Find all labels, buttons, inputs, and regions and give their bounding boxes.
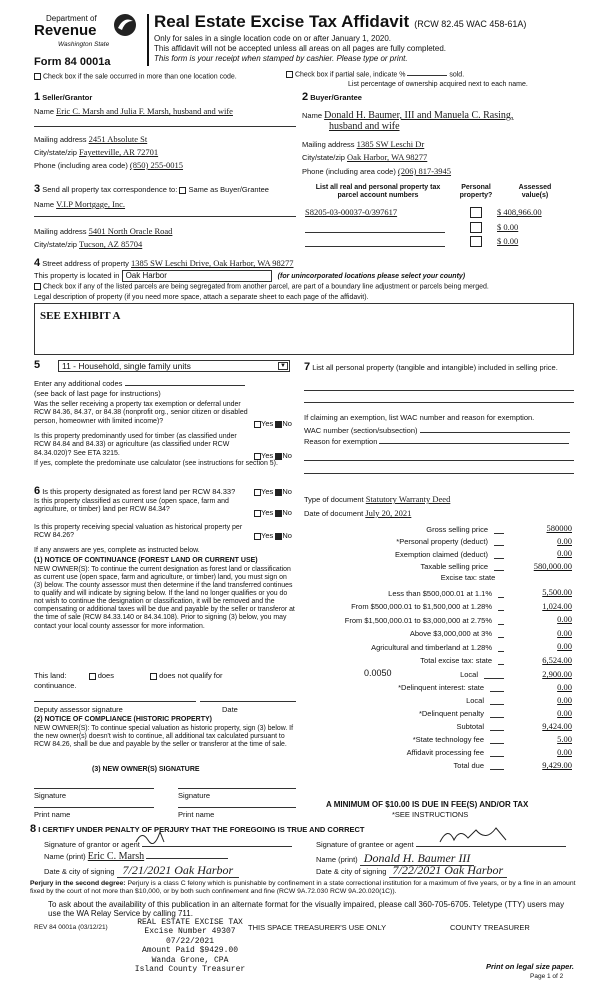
parcel-number[interactable]: S8205-03-00037-0/397617: [305, 207, 398, 217]
tax-row: [304, 757, 572, 770]
grantee-sig-row: [316, 838, 566, 849]
stamp-line: Amount Paid $9429.00: [141, 946, 238, 956]
date-city-label: Date & city of signing: [44, 867, 115, 876]
leader-line: [498, 651, 504, 652]
grantor-date-row: [44, 863, 239, 877]
form-number: Form 84 0001a: [34, 56, 111, 68]
seller-phone-row: [34, 160, 183, 170]
tax-row: [304, 718, 572, 731]
personal-col-header: Personal property?: [459, 184, 493, 200]
corr-mail-value[interactable]: 5401 North Oracle Road: [88, 226, 173, 236]
partial-sale-label: Check box if partial sale, indicate %: [294, 71, 406, 79]
tax-row: [304, 625, 572, 639]
corr-blank-line: [34, 216, 296, 217]
buyer-name-value[interactable]: Donald H. Baumer, III and Manuela C. Rasing,: [324, 110, 514, 121]
grantee-sig-label: Signature of grantee or agent: [316, 840, 414, 849]
tax-row-value[interactable]: 0.00: [557, 707, 572, 718]
section-5-number: 5: [34, 359, 41, 371]
this-land-label: This land:: [34, 671, 67, 680]
yes-checkbox[interactable]: [254, 489, 261, 496]
certify-label: I CERTIFY UNDER PENALTY OF PERJURY THAT THE FOREGOING IS TRUE AND CORRECT: [38, 825, 365, 834]
leader-line: [490, 691, 504, 692]
tax-row: [304, 598, 572, 612]
checkbox-icon[interactable]: [286, 71, 293, 78]
section-number: 8: [30, 823, 37, 835]
leader-line: [494, 533, 504, 534]
tax-row-label: Less than $500,000.01 at 1.1%: [388, 588, 492, 598]
buyer-name-line2[interactable]: husband and wife: [329, 121, 400, 132]
notice-1-heading: (1) NOTICE OF CONTINUANCE (FOREST LAND OR CURRENT USE): [34, 557, 258, 564]
tax-row: [304, 638, 572, 652]
tax-row-value[interactable]: 580,000.00: [533, 560, 572, 571]
name-label: Name: [302, 111, 323, 120]
buyer-city-row: [302, 152, 427, 162]
seller-phone-value[interactable]: (850) 255-0015: [129, 160, 184, 170]
yes-label: Yes: [261, 531, 274, 540]
leader-line: [490, 704, 504, 705]
name-print-label: Name (print): [44, 852, 86, 861]
grantor-date-value[interactable]: 7/21/2021 Oak Harbor: [117, 863, 240, 878]
yes-checkbox[interactable]: [254, 510, 261, 517]
stamp-line: 07/22/2021: [165, 936, 214, 946]
parcel-number-line[interactable]: [305, 246, 445, 247]
legal-paper-note: Print on legal size paper.: [486, 962, 574, 971]
personal-property-checkbox[interactable]: [470, 236, 482, 247]
minimum-note: A MINIMUM OF $10.00 IS DUE IN FEE(S) AND/OR TAX: [326, 800, 529, 809]
notice-3-heading: (3) NEW OWNER(S) SIGNATURE: [92, 766, 200, 773]
assessed-col-header: Assessed value(s): [518, 184, 552, 200]
rcw-text: (RCW 82.45 WAC 458-61A): [414, 19, 527, 29]
grantee-name-value[interactable]: Donald H. Baumer III: [360, 851, 475, 866]
owner-print-label-2: Print name: [178, 810, 215, 819]
buyer-mail-value[interactable]: 1385 SW Leschi Dr: [356, 139, 425, 149]
see-instructions: *SEE INSTRUCTIONS: [392, 810, 469, 819]
corr-name-value[interactable]: V.I.P Mortgage, Inc.: [56, 199, 126, 209]
buyer-city-value[interactable]: Oak Harbor, WA 98277: [347, 152, 428, 162]
leader-line: [494, 558, 504, 559]
leader-line: [498, 597, 504, 598]
tax-row-value[interactable]: 6,524.00: [542, 654, 572, 665]
grantor-signature[interactable]: [142, 838, 292, 847]
header-line-2: This affidavit will not be accepted unless all areas on all pages are fully completed.: [154, 44, 447, 53]
street-row: [34, 257, 294, 270]
current-use-question: Is this property classified as current use (open space, farm and agriculture, or timber) land per RCW 84.34?: [34, 498, 229, 514]
owner-sig-label-2: Signature: [178, 791, 211, 800]
notice-2-text: NEW OWNER(S): To continue special valuation as historic property, sign (3) below. If the new owner(s) doesn't wish to continue, all additional tax calculated pursuant to RCW 84.26, shall be due and payable by the seller or transferor at the time of sale.: [34, 725, 294, 749]
signature-scribble-icon: [134, 828, 174, 844]
tax-row-value[interactable]: 0.00: [557, 535, 572, 546]
perjury-text: Perjury is a class C felony which is punishable by confinement in a state correctional institution for a maximum of five years, or by a fine in an amount fixed by the court of not more than $10,000, or by both such confinement and fine (RCW 9A.72.030 RCW 9A.20.020(1C)).: [30, 880, 576, 895]
phone-label: Phone (including area code): [302, 167, 396, 176]
tax-row-value[interactable]: 1,024.00: [542, 600, 572, 611]
tax-table: [304, 521, 572, 770]
does-checkbox[interactable]: [89, 673, 96, 680]
tax-row: [304, 665, 572, 679]
name-label: Name: [34, 107, 55, 116]
tax-row-value[interactable]: 2,900.00: [542, 668, 572, 679]
corr-city-value[interactable]: Tucson, AZ 85704: [79, 239, 143, 249]
tax-row: [304, 584, 572, 598]
name-print-label: Name (print): [316, 855, 358, 864]
certify-row: [30, 823, 365, 836]
codes-note: (see back of last page for instructions): [34, 389, 161, 398]
tax-row-label: From $500,000.01 to $1,500,000 at 1.28%: [351, 602, 492, 611]
yes-checkbox[interactable]: [254, 453, 261, 460]
yes-checkbox[interactable]: [254, 533, 261, 540]
tax-row-label: *State technology fee: [412, 735, 484, 744]
leader-line: [498, 624, 504, 625]
mail-label: Mailing address: [302, 140, 355, 149]
seller-heading: [34, 91, 92, 104]
name-label: Name: [34, 200, 55, 209]
tax-row: [304, 534, 572, 547]
tax-row: [304, 652, 572, 666]
wac-label: WAC number (section/subsection): [304, 426, 418, 435]
forest-question: [34, 485, 235, 498]
state-label: Washington State: [58, 41, 110, 48]
leader-line: [490, 717, 504, 718]
perjury-note: [30, 880, 582, 896]
local-rate-value[interactable]: 0.0050: [364, 668, 392, 679]
yes-label: Yes: [261, 451, 274, 460]
correspondence-heading: [34, 183, 269, 196]
yes-checkbox[interactable]: [254, 421, 261, 428]
no-label: No: [282, 419, 292, 428]
same-as-buyer-checkbox[interactable]: [179, 187, 186, 194]
stamp-line: Wanda Grone, CPA: [151, 955, 229, 965]
rev-label: REV 84 0001a (03/12/21): [34, 924, 108, 931]
reason-label: Reason for exemption: [304, 437, 378, 446]
header-line-1: Only for sales in a single location code on or after January 1, 2020.: [154, 34, 392, 43]
tax-row-label: Gross selling price: [426, 524, 488, 534]
corr-city-row: [34, 239, 142, 249]
deputy-sig-line[interactable]: [34, 701, 196, 702]
seller-mail-value[interactable]: 2451 Absolute St: [88, 134, 148, 144]
checkbox-icon[interactable]: [34, 283, 41, 290]
tax-row-value[interactable]: 0.00: [557, 641, 572, 652]
current-use-yes-no[interactable]: [254, 508, 292, 517]
assessed-value[interactable]: $ 408,966.00: [497, 207, 542, 217]
tax-rows: [304, 521, 572, 770]
dropdown-arrow-icon[interactable]: ▼: [278, 362, 288, 370]
segregated-check[interactable]: [34, 283, 489, 292]
codes-label: Enter any additional codes: [34, 379, 123, 388]
leader-line: [490, 730, 504, 731]
tax-row: [304, 731, 572, 744]
leader-line: [494, 545, 504, 546]
timber-question: Is this property predominantly used for timber (as classified under RCW 84.84 and 84.33) or agriculture (as classified under RCW 84.34.020)? See ETA 3215.: [34, 433, 237, 457]
tax-row-label: Agricultural and timberland at 1.28%: [371, 642, 492, 652]
location-select[interactable]: Oak Harbor: [122, 270, 272, 282]
seller-name-value[interactable]: Eric C. Marsh and Julia F. Marsh, husband and wife: [56, 106, 233, 116]
parcel-number-line[interactable]: [305, 232, 445, 233]
segregated-label: Check box if any of the listed parcels are being segregated from another parcel, are part of a boundary line adjustment or parcels being merged.: [42, 283, 489, 291]
tax-row: [304, 692, 572, 705]
treasurer-use-label: THIS SPACE TREASURER'S USE ONLY: [248, 923, 387, 932]
doc-date-label: Date of document: [304, 509, 364, 518]
mail-label: Mailing address: [34, 227, 87, 236]
buyer-phone-value[interactable]: (206) 817-3945: [397, 166, 452, 176]
tax-row: [304, 521, 572, 534]
no-label: No: [282, 508, 292, 517]
doc-date-row: [304, 508, 411, 518]
exemption-claim-label: If claiming an exemption, list WAC number and reason for exemption.: [304, 413, 535, 422]
grantor-sig-row: [44, 838, 292, 849]
uninc-note: (for unincorporated locations please select your county): [277, 273, 466, 280]
forest-question-text: Is this property designated as forest land per RCW 84.33?: [42, 487, 236, 496]
corr-name-row: [34, 199, 125, 209]
legal-description-box[interactable]: [34, 303, 574, 355]
buyer-heading-label: Buyer/Grantee: [310, 93, 362, 102]
tax-row-value[interactable]: 0.00: [557, 614, 572, 625]
doc-type-value[interactable]: Statutory Warranty Deed: [365, 494, 451, 504]
personal-property-line[interactable]: [304, 402, 574, 403]
located-row: [34, 270, 465, 282]
legal-description-text: SEE EXHIBIT A: [40, 310, 121, 322]
leader-line: [494, 570, 504, 571]
tax-row: [304, 679, 572, 692]
reason-line[interactable]: [304, 460, 574, 461]
deputy-date-label: Date: [222, 705, 238, 714]
tax-row-value[interactable]: 0.00: [557, 694, 572, 705]
revenue-logo: [28, 10, 138, 56]
grantor-name-row: [44, 851, 228, 863]
multi-location-check[interactable]: [34, 73, 237, 82]
leader-line: [490, 756, 504, 757]
section-number: 3: [34, 183, 41, 195]
city-label: City/state/zip: [34, 240, 77, 249]
timber-note: If yes, complete the predominate use calculator (see instructions for section 5).: [34, 460, 278, 467]
if-any-note: If any answers are yes, complete as instructed below.: [34, 547, 200, 554]
section-number: 1: [34, 91, 41, 103]
buyer-heading: [302, 91, 362, 104]
notice-1-text: NEW OWNER(S): To continue the current designation as forest land or classification as current use (open space, farm and agriculture, or timber) land, you must sign on (3) below. The county assessor must then determine if the land transferred continues to qualify and will indicate by signing below. If the land no longer qualifies or you do not wish to continue the designation or classification, it will be removed and the compensating or additional taxes will be due and payable by the seller or transferor at the time of sale (RCW 84.33.140 or 84.34.108). Prior to signing (3) below, you may contact your local county assessor for more information.: [34, 566, 295, 630]
seller-city-row: [34, 147, 158, 157]
notice-2-heading: (2) NOTICE OF COMPLIANCE (HISTORIC PROPERTY): [34, 716, 212, 723]
grantor-sig-label: Signature of grantor or agent: [44, 840, 140, 849]
sold-label: sold.: [449, 71, 465, 79]
doc-type-label: Type of document: [304, 495, 364, 504]
section-number: 7: [304, 361, 311, 373]
header-divider: [147, 14, 149, 66]
tax-row: [304, 546, 572, 559]
partial-sale-check[interactable]: [286, 71, 464, 80]
leader-line: [490, 769, 504, 770]
deputy-date-line[interactable]: [200, 701, 296, 702]
tax-row-value[interactable]: 0.00: [557, 681, 572, 692]
exemption-yes-no[interactable]: [254, 419, 292, 428]
reason-line[interactable]: [304, 473, 574, 474]
leader-line: [498, 637, 504, 638]
section-number: 6: [34, 485, 41, 497]
tax-row: [304, 705, 572, 718]
tax-row-label: Local: [460, 670, 478, 679]
seller-mail-row: [34, 134, 147, 144]
leader-line: [498, 664, 504, 665]
checkbox-icon[interactable]: [34, 73, 41, 80]
does-label: does: [97, 671, 114, 680]
historic-yes-no[interactable]: [254, 531, 292, 540]
tax-row-value[interactable]: 0.00: [557, 746, 572, 757]
owner-print-line-1[interactable]: [34, 807, 154, 808]
tax-row: [304, 744, 572, 757]
parcel-col-header: List all real and personal property tax parcel account numbers: [315, 184, 441, 200]
parcel-row: [305, 207, 575, 219]
seller-city-value[interactable]: Fayetteville, AR 72701: [79, 147, 159, 157]
tax-row-label: *Delinquent penalty: [418, 709, 484, 718]
revenue-label: Revenue: [34, 22, 97, 39]
forest-yes-no[interactable]: [254, 487, 292, 496]
personal-property-checkbox[interactable]: [470, 222, 482, 233]
tax-row-label: Subtotal: [456, 722, 484, 731]
owner-sig-line-2[interactable]: [178, 788, 296, 789]
street-label: Street address of property: [42, 259, 129, 268]
phone-label: Phone (including area code): [34, 161, 128, 170]
leader-line: [490, 743, 504, 744]
personal-property-checkbox[interactable]: [470, 207, 482, 218]
reason-row: [304, 437, 569, 446]
tax-row-value[interactable]: 5.00: [557, 733, 572, 744]
tax-row-label: Above $3,000,000 at 3%: [409, 629, 492, 638]
page-number: Page 1 of 2: [530, 973, 564, 980]
street-value[interactable]: 1385 SW Leschi Drive, Oak Harbor, WA 98277: [131, 258, 294, 268]
assessed-value[interactable]: $ 0.00: [497, 236, 519, 246]
tax-row-value[interactable]: 580000: [546, 523, 572, 534]
deputy-label: Deputy assessor signature: [34, 705, 123, 714]
leader-line: [498, 610, 504, 611]
seller-heading-label: Seller/Grantor: [42, 93, 93, 102]
land-use-select[interactable]: [58, 360, 290, 372]
alt-format-note: To ask about the availability of this publication in an alternate format for the visually impaired, please call 360-705-6705. Teletype (TTY) users may use the WA Relay Service by calling 711.: [48, 900, 565, 919]
no-label: No: [282, 487, 292, 496]
exemption-question: Was the seller receiving a property tax exemption or deferral under RCW 84.36, 84.37, or 84.38 (nonprofit org., senior citizen or disabled person, homeowner with limited income)?: [34, 401, 248, 425]
mail-label: Mailing address: [34, 135, 87, 144]
personal-property-label: List all personal property (tangible and intangible) included in selling price.: [312, 363, 558, 372]
stamp-line: Island County Treasurer: [134, 965, 246, 975]
tax-row-label: Exemption claimed (deduct): [395, 549, 488, 559]
tax-row: [304, 611, 572, 625]
tax-row-value[interactable]: 0.00: [557, 627, 572, 638]
codes-row: [34, 379, 245, 388]
buyer-mail-row: [302, 139, 424, 149]
legal-label: Legal description of property (if you need more space, attach a separate sheet to each page of the affidavit).: [34, 294, 369, 301]
timber-yes-no[interactable]: [254, 451, 292, 460]
excise-state-header: Excise tax: state: [440, 573, 496, 582]
treasurer-stamp: [130, 918, 250, 975]
stamp-line: REAL ESTATE EXCISE TAX: [137, 918, 243, 927]
seller-blank-line: [34, 126, 296, 127]
assessed-value[interactable]: $ 0.00: [497, 222, 519, 232]
owner-print-label-1: Print name: [34, 810, 71, 819]
leader-line: [484, 678, 504, 679]
title-text: Real Estate Excise Tax Affidavit: [154, 12, 410, 31]
tax-row-label: Affidavit processing fee: [406, 748, 484, 757]
yes-label: Yes: [261, 508, 274, 517]
no-label: No: [282, 531, 292, 540]
county-treasurer-label: COUNTY TREASURER: [450, 923, 530, 932]
revenue-swirl-icon: [112, 12, 138, 38]
section-number: 2: [302, 91, 309, 103]
owner-print-line-2[interactable]: [178, 807, 296, 808]
same-as-buyer-label: Same as Buyer/Grantee: [188, 185, 269, 194]
does-not-label: does not qualify for: [159, 671, 223, 680]
doc-date-value[interactable]: July 20, 2021: [365, 508, 412, 518]
grantor-name-value[interactable]: Eric C. Marsh: [87, 851, 145, 862]
qualify-row: [34, 671, 223, 680]
tax-row-value[interactable]: 5,500.00: [542, 587, 572, 598]
located-label: This property is located in: [34, 271, 120, 280]
tax-row: [304, 559, 572, 572]
tax-row-value[interactable]: 9,424.00: [542, 720, 572, 731]
tax-row-label: *Delinquent interest: state: [398, 683, 484, 692]
list-pct-note: List percentage of ownership acquired next to each name.: [348, 81, 528, 88]
tax-row-label: Total due: [453, 761, 484, 770]
tax-row-label: Taxable selling price: [420, 562, 488, 571]
yes-label: Yes: [261, 487, 274, 496]
owner-sig-label-1: Signature: [34, 791, 67, 800]
tax-row-label: From $1,500,000.01 to $3,000,000 at 2.75%: [344, 615, 492, 625]
wac-row: [304, 426, 570, 435]
multi-location-label: Check box if the sale occurred in more than one location code.: [42, 73, 237, 81]
historic-question: Is this property receiving special valuation as historical property per RCW 84.26?: [34, 524, 243, 540]
land-use-value: 11 - Household, single family units: [62, 361, 191, 371]
date-city-label: Date & city of signing: [316, 867, 387, 876]
city-label: City/state/zip: [302, 153, 345, 162]
dept-label: Department of: [46, 14, 97, 23]
tax-row-label: Local: [466, 696, 484, 705]
seller-name-row: [34, 106, 296, 116]
does-not-checkbox[interactable]: [150, 673, 157, 680]
correspondence-label: Send all property tax correspondence to:: [42, 185, 178, 194]
perjury-label: Perjury in the second degree:: [30, 880, 126, 887]
grantee-date-value[interactable]: 7/22/2021 Oak Harbor: [389, 863, 508, 878]
tax-row-label: *Personal property (deduct): [396, 537, 488, 546]
signature-scribble-icon: [436, 824, 516, 846]
no-label: No: [282, 451, 292, 460]
section-number: 4: [34, 257, 41, 269]
personal-property-row: [304, 361, 574, 374]
form-title: [154, 12, 526, 32]
corr-mail-row: [34, 226, 172, 236]
doc-type-row: [304, 494, 450, 504]
grantee-date-row: [316, 863, 507, 877]
header-line-3: This form is your receipt when stamped by cashier. Please type or print.: [154, 54, 408, 63]
tax-row-value[interactable]: 0.00: [557, 548, 572, 559]
continuance-label: continuance.: [34, 681, 77, 690]
parcel-row: [305, 222, 575, 234]
tax-row-label: Total excise tax: state: [420, 656, 492, 665]
tax-row-value[interactable]: 9,429.00: [542, 759, 572, 770]
parcel-row: [305, 236, 575, 248]
stamp-line: Excise Number 49307: [144, 927, 236, 937]
yes-label: Yes: [261, 419, 274, 428]
grantee-signature[interactable]: [416, 838, 566, 847]
owner-sig-line-1[interactable]: [34, 788, 154, 789]
personal-property-line[interactable]: [304, 390, 574, 391]
buyer-phone-row: [302, 166, 451, 176]
city-label: City/state/zip: [34, 148, 77, 157]
